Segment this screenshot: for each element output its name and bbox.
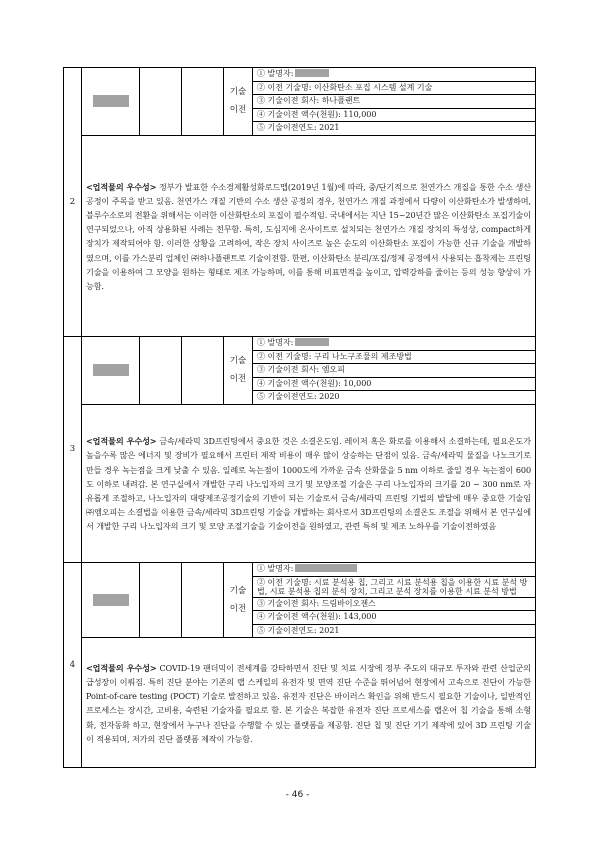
item-amount: ④ 기술이전 액수(천원): 143,000: [253, 611, 536, 625]
page-number: - 46 -: [285, 790, 310, 800]
redacted-cell: [82, 562, 140, 637]
transfer-label: 기술 이전: [224, 68, 253, 136]
entry-row-2-transfer: [64, 68, 536, 82]
entry-row-3-transfer: [64, 336, 536, 350]
item-company: ③ 기술이전 회사: 드림바이오젠스: [253, 597, 536, 611]
excellence-paragraph: <업적물의 우수성> COVID-19 팬더믹이 전세계를 강타하면서 진단 및 치료 시장에 정부 주도의 대규모 투자와 관련 산업군의 급성장이 이뤄짐. 특히 진단 분야는 기존의 랩 스케일의 유전자 및 면역 진단 수준을 뛰어넘어 현장에서 고속으로 진단이 가능한 Point-of-care testing (POCT) 기술로 발전하고 있음. 유전자 진단은 바이러스 확인을 위해 반드시 필요한 기술이나, 일반적인 프로세스는 장시간, 고비용, 숙련된 기술자를 필요로 함. 본 기술은 복잡한 유전자 진단 프로세스를 랩온어 칩 기술을 통해 소형화, 전자동화 하고, 현장에서 누구나 진단을 수행할 수 있는 플랫폼을 제공함. 진단 칩 및 진단 기기 제작에 있어 3D 프린팅 기술이 적용되며, 저가의 진단 플랫폼 제작이 가능함.: [82, 638, 536, 768]
empty-cell: [182, 562, 224, 637]
empty-cell: [140, 562, 182, 637]
item-inventor: ① 발명자:: [253, 336, 536, 350]
redaction-box: [93, 594, 129, 606]
entry-number: 3: [64, 336, 82, 562]
item-inventor: ① 발명자:: [253, 562, 536, 576]
item-amount: ④ 기술이전 액수(천원): 110,000: [253, 108, 536, 122]
empty-cell: [182, 68, 224, 136]
redacted-cell: [82, 68, 140, 136]
empty-cell: [140, 68, 182, 136]
item-tech-name: ② 이전 기술명: 시료 분석용 칩, 그리고 시료 분석용 칩을 이용한 시료 분석 방법, 시료 분석용 칩의 분석 장치, 그리고 분석 장치를 이용한 시료 분석 방법: [253, 576, 536, 597]
excellence-paragraph: <업적물의 우수성> 금속/세라믹 3D프린팅에서 중요한 것은 소결온도임. 레이저 혹은 화로를 이용해서 소결하는데, 필요온도가 높을수록 많은 에너지 및 장비가 필요해서 프린터 제작 비용이 매우 많이 상승하는 단점이 있음. 금속/세라믹 물질을 나노크기로 만들 경우 녹는점을 크게 낮출 수 있음. 일례로 녹는점이 1000도에 가까운 금속 산화물을 5 nm 이하로 줄일 경우 녹는점이 600도 이하로 내려감. 본 연구실에서 개발한 구리 나노입자의 크기 및 모양조절 기술은 구리 나노입자의 크기를 20 ~ 300 nm로 자유롭게 조절하고, 나노입자의 대량제조공정기술의 기반이 되는 기술로서 금속/세라믹 프린팅 기법의 발달에 매우 중요한 기술임 ㈜엠오피는 소결법을 이용한 금속/세라믹 3D프린팅 기술을 개발하는 회사로서 3D프린팅의 소결온도 조절을 위해서 본 연구실에서 개발한 구리 나노입자의 크기 및 모양 조절기술을 기술이전을 원하였고, 관련 특허 및 제조 노하우를 기술이전하였음: [82, 404, 536, 562]
redaction-box: [93, 95, 129, 107]
item-inventor: ① 발명자:: [253, 68, 536, 82]
item-company: ③ 기술이전 회사: 엠오피: [253, 364, 536, 378]
entry-number: 4: [64, 562, 82, 767]
item-tech-name: ② 이전 기술명: 구리 나노구조물의 제조방법: [253, 350, 536, 364]
entry-number: 2: [64, 68, 82, 337]
item-company: ③ 기술이전 회사: 하나플랜트: [253, 95, 536, 109]
transfer-label: 기술 이전: [224, 336, 253, 404]
item-amount: ④ 기술이전 액수(천원): 10,000: [253, 377, 536, 391]
entry-row-4-excellence: [64, 638, 536, 768]
entry-row-2-excellence: [64, 135, 536, 336]
redaction-box: [93, 364, 129, 376]
empty-cell: [182, 336, 224, 404]
transfer-label: 기술 이전: [224, 562, 253, 637]
redaction-box: [295, 338, 329, 346]
page-body: [63, 67, 535, 768]
item-year: ⑤ 기술이전연도: 2021: [253, 122, 536, 136]
item-tech-name: ② 이전 기술명: 이산화탄소 포집 시스템 설계 기술: [253, 81, 536, 95]
excellence-paragraph: <업적물의 우수성> 정부가 발표한 수소경제활성화로드맵(2019년 1월)에 따라, 중/단기적으로 천연가스 개질을 통한 수소 생산 공정이 주목을 받고 있음. 천연가스 개질 기반의 수소 생산 공정의 경우, 천연가스 개질 과정에서 다량이 이산화탄소가 발생하며, 블루수소로의 전환을 위해서는 이러한 이산화탄소의 포집이 필수적임. 국내에서는 지난 15~20년간 많은 이산화탄소 포집기술이 연구되었으나, 아직 상용화된 사례는 전무함. 특히, 도심지에 온사이트로 설치되는 천연가스 개질 장치의 특성상, compact하게 장치가 제작되어야 함. 이러한 상황을 고려하여, 작은 장치 사이즈로 높은 순도의 이산화탄소 포집이 가능한 신규 기술을 개발하였으며, 이를 가스분리 업체인 ㈜하나플랜트로 기술이전함. 한편, 이산화탄소 분리/포집/정제 공정에서 사용되는 흡착제는 프린팅 기술을 이용하여 그 모양을 원하는 형태로 제조 가능하며, 이를 통해 비표면적을 높이고, 압력강하를 줄이는 등의 성능 향상이 가능함.: [82, 135, 536, 336]
item-year: ⑤ 기술이전연도: 2020: [253, 391, 536, 405]
item-year: ⑤ 기술이전연도: 2021: [253, 624, 536, 638]
redaction-box: [295, 564, 357, 572]
entry-row-3-excellence: [64, 404, 536, 562]
empty-cell: [140, 336, 182, 404]
redacted-cell: [82, 336, 140, 404]
entry-row-4-transfer: [64, 562, 536, 576]
redaction-box: [295, 69, 329, 77]
tech-transfer-table: [63, 67, 536, 768]
